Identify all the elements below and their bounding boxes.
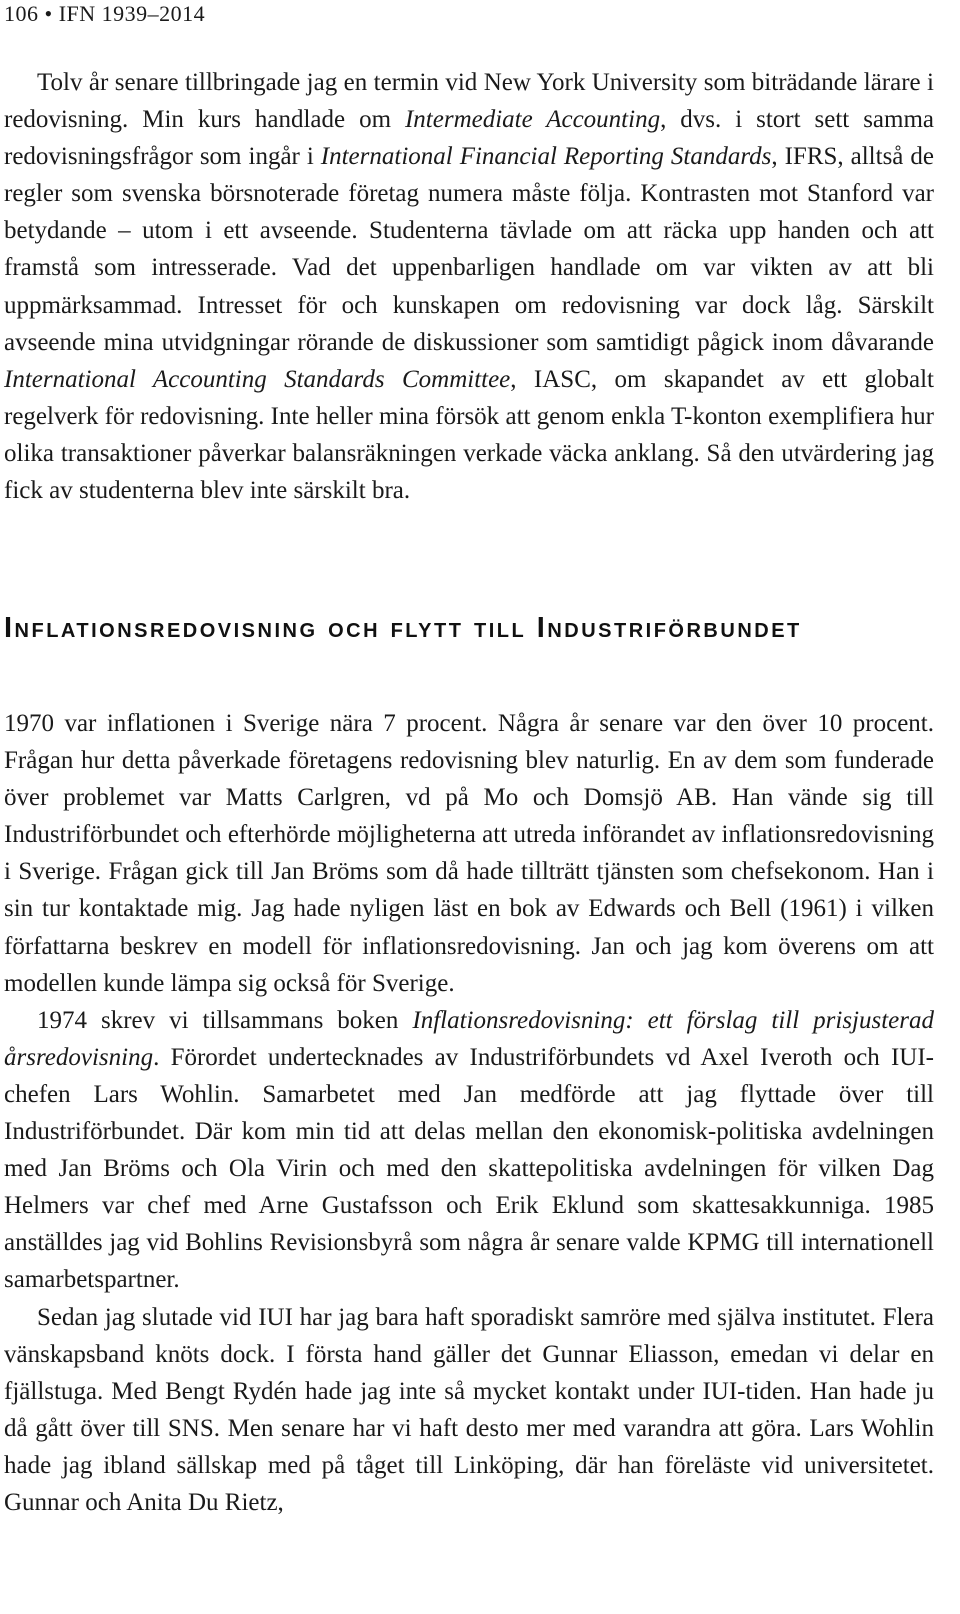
running-title: IFN 1939–2014 — [58, 1, 206, 26]
paragraph-text: 1974 skrev vi tillsammans boken — [37, 1006, 413, 1034]
paragraph-text: Tolv år senare tillbringade jag en termin vid New York University som biträdande lärare i redovisning. Min kurs handlade om — [4, 69, 934, 134]
paragraph-inflation: 1970 var inflationen i Sverige nära 7 procent. Några år senare var den över 10 procent. Frågan hur detta påverkade företagens redovisning blev naturlig. En av dem som funderade över problemet var Matts Carlgren, vd på Mo och Domsjö AB. Han vände sig till Industriförbundet och efterhörde möjligheterna att utreda införandet av inflationsredovisning i Sverige. Frågan gick till Jan Bröms som då hade tillträtt tjänsten som chefsekonom. Han i sin tur kontaktade mig. Jag hade nyligen läst en bok av Edwards och Bell (1961) i vilken författarna beskrev en modell för inflationsredovisning. Jan och jag kom överens om att modellen kunde lämpa sig också för Sverige. — [4, 710, 934, 997]
section-text-block — [4, 705, 934, 1521]
paragraph-text: , IASC, om skapandet av ett globalt regelverk för redovisning. Inte heller mina försök att genom enkla T-konton exemplifiera hur olika transaktioner påverkar balansräkningen verkade väcka anklang. Så den utvärdering jag fick av studenterna blev inte särskilt bra. — [4, 365, 934, 505]
running-header — [4, 0, 205, 28]
section-heading: Inflationsredovisning och flytt till Industriförbundet — [4, 612, 802, 644]
paragraph-nyu — [4, 64, 934, 509]
italic-title: International Financial Reporting Standards — [320, 143, 772, 171]
italic-title: Intermediate Accounting — [404, 106, 661, 134]
italic-title: Inflationsredovisning: ett förslag till prisjusterad årsredovisning — [4, 1006, 934, 1071]
intro-text-block — [4, 64, 934, 509]
page-number: 106 — [4, 1, 39, 26]
italic-title: International Accounting Standards Committee — [4, 365, 511, 393]
paragraph-book-1974 — [4, 1002, 934, 1299]
paragraph-friendships: Sedan jag slutade vid IUI har jag bara haft sporadiskt samröre med själva institutet. Flera vänskapsband knöts dock. I första hand gäller det Gunnar Eliasson, emedan vi delar en fjällstuga. Med Bengt Rydén hade jag inte så mycket kontakt under IUI-tiden. Han hade ju då gått över till SNS. Men senare har vi haft desto mer med varandra att göra. Lars Wohlin hade jag ibland sällskap med på tåget till Linköping, där han föreläste vid universitetet. Gunnar och Anita Du Rietz, — [4, 1303, 934, 1516]
header-separator: • — [44, 1, 53, 26]
paragraph-text: . Förordet undertecknades av Industriförbundets vd Axel Iveroth och IUI-chefen Lars Wohlin. Samarbetet med Jan medförde att jag flyttade över till Industriförbundet. Där kom min tid att delas mellan den ekonomisk-politiska avdelningen med Jan Bröms och Ola Virin och med den skattepolitiska avdelningen för vilken Dag Helmers var chef med Arne Gustafsson och Erik Eklund som skattesakkunniga. 1985 anställdes jag vid Bohlins Revisionsbyrå som några år senare valde KPMG till internationell samarbetspartner. — [4, 1043, 934, 1294]
paragraph-text: , dvs. i stort sett samma redovisningsfrågor som ingår i — [4, 106, 935, 171]
paragraph-text: , IFRS, alltså de regler som svenska börsnoterade företag numera måste följa. Kontrasten mot Stanford var betydande – utom i ett avseende. Studenterna tävlade om att räcka upp handen och att framstå som intresserade. Vad det uppenbarligen handlade om var vikten av att bli uppmärksammad. Intresset för och kunskapen om redovisning var dock låg. Särskilt avseende mina utvidgningar rörande de diskussioner som samtidigt pågick inom dåvarande — [4, 143, 934, 356]
